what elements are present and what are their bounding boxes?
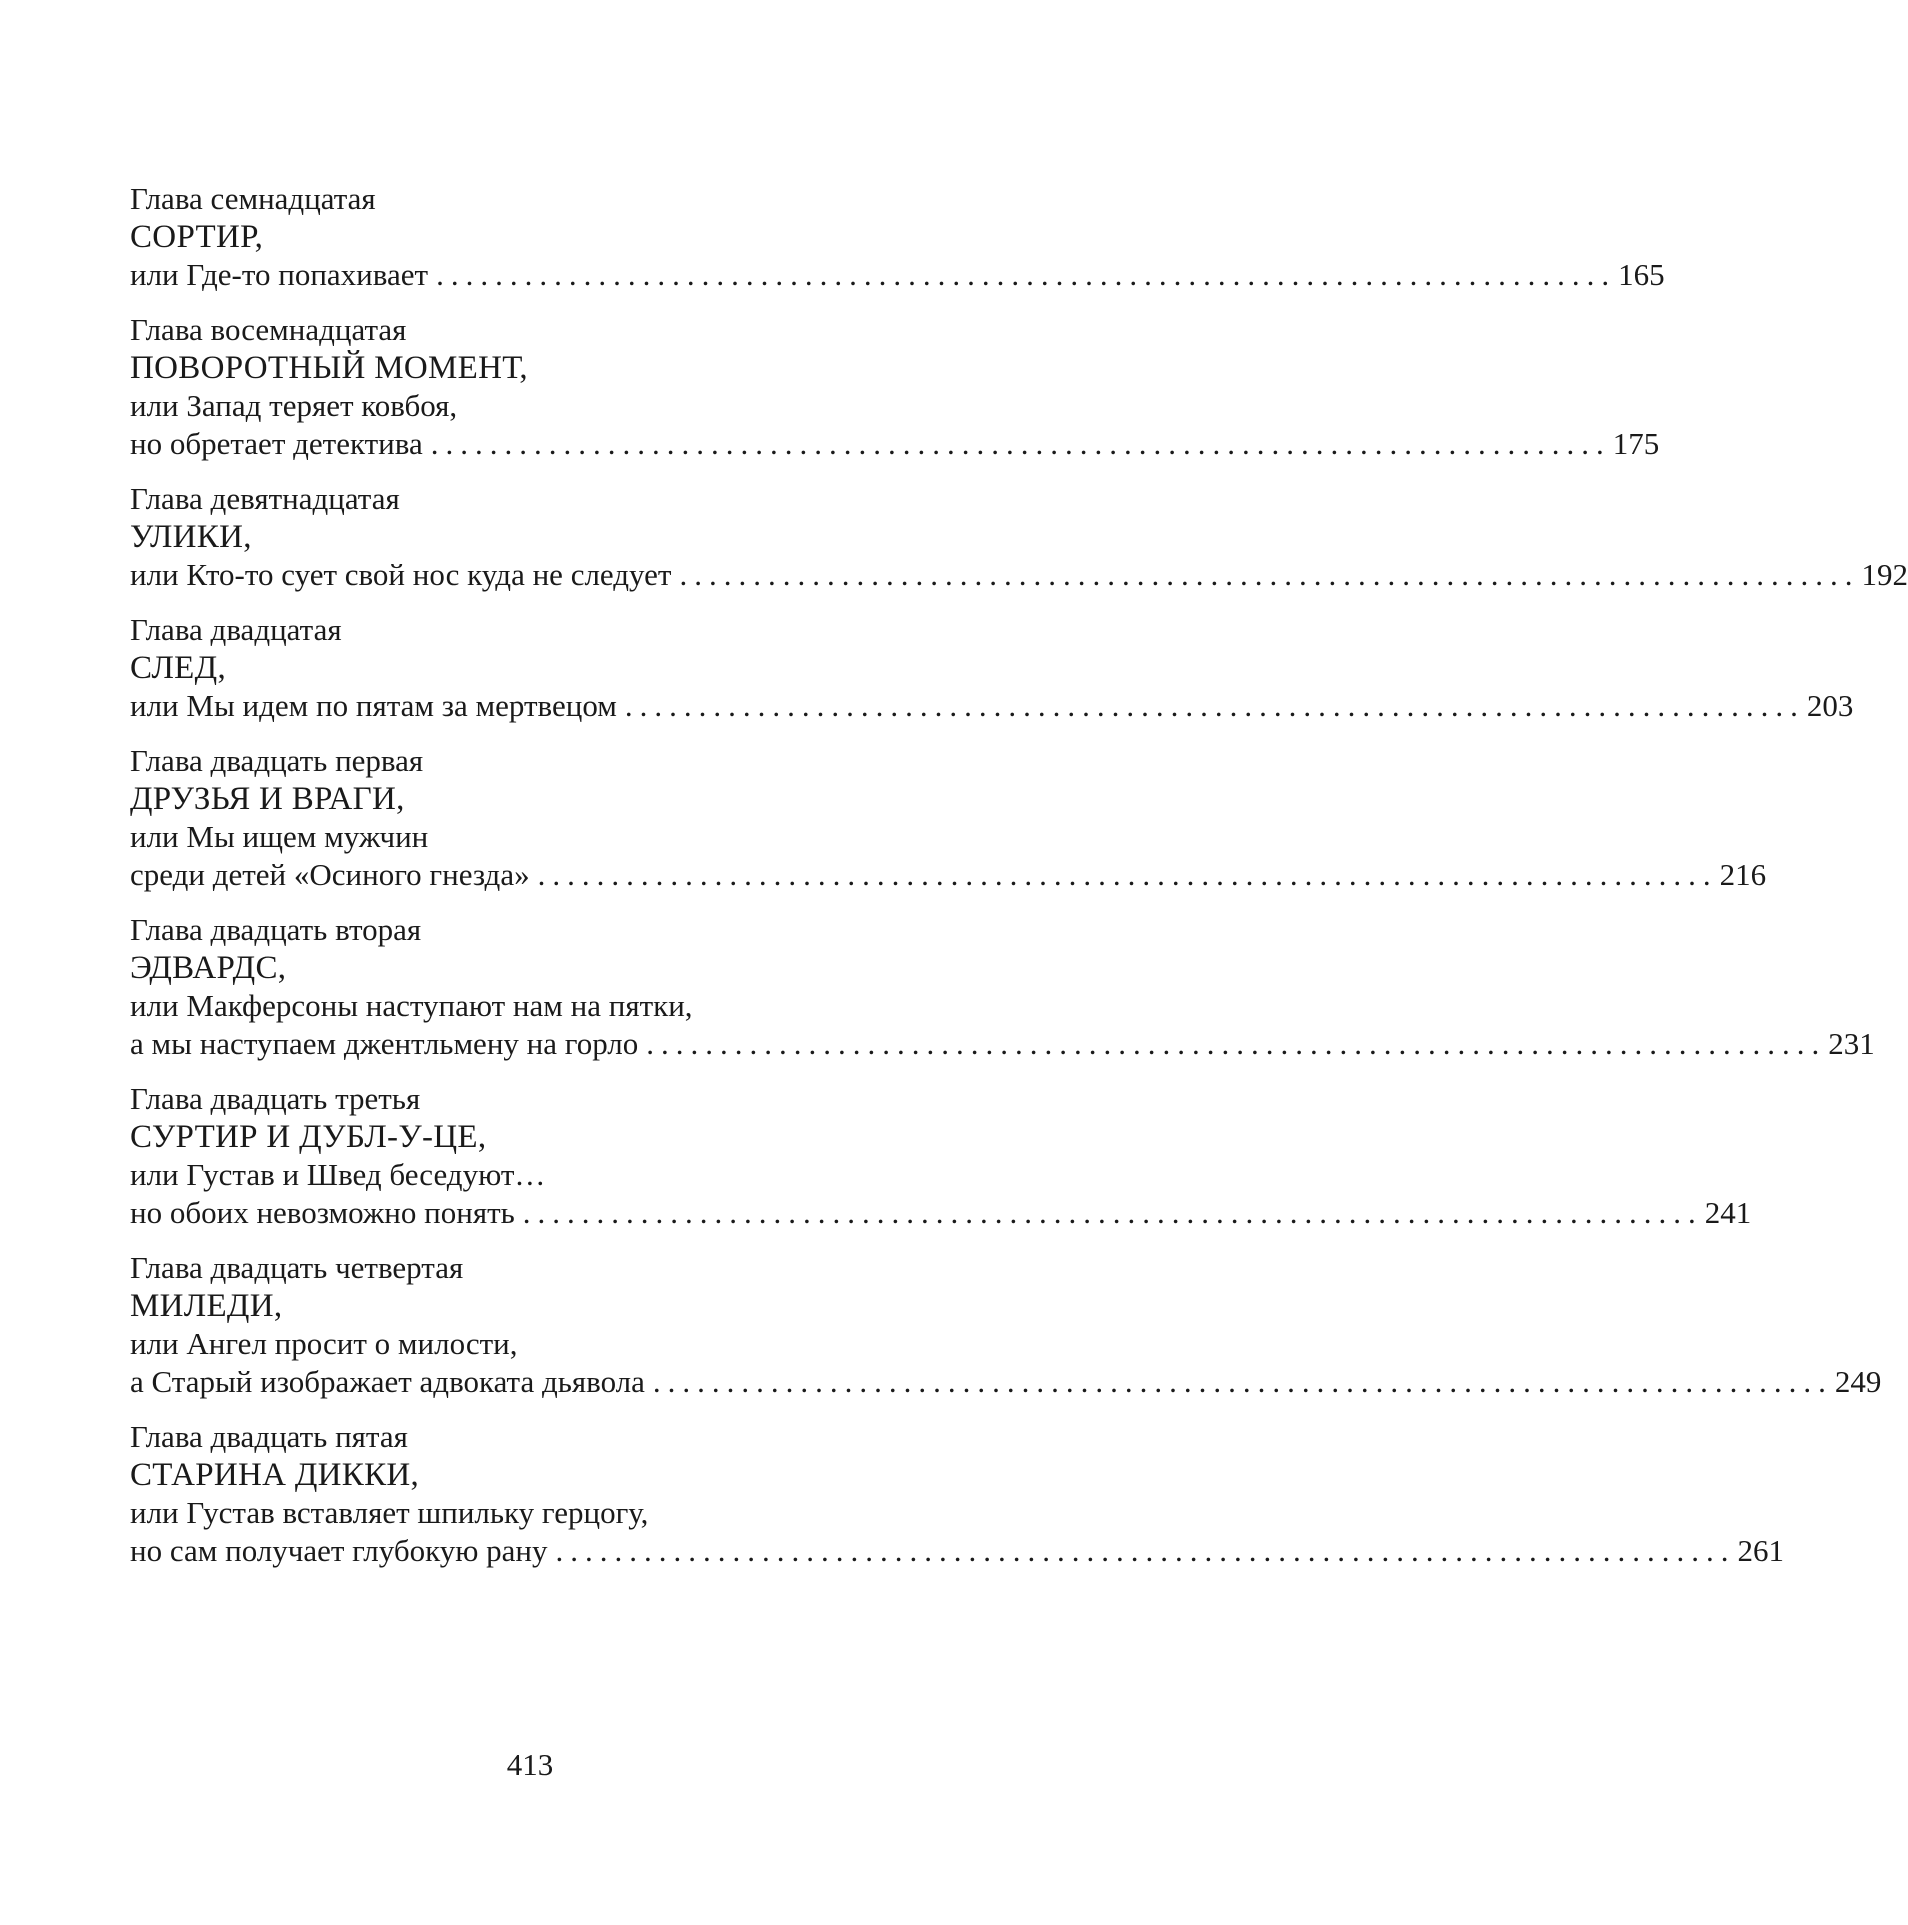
chapter-label: Глава двадцатая [130, 612, 342, 647]
chapter-label: Глава двадцать пятая [130, 1419, 408, 1454]
chapter-subtitle: или Кто-то сует свой нос куда не следует [130, 557, 672, 592]
chapter-title: ПОВОРОТНЫЙ МОМЕНТ, [130, 350, 528, 386]
toc-leader-line [130, 1532, 1785, 1570]
chapter-title: МИЛЕДИ, [130, 1288, 283, 1324]
toc-leader-line [130, 1194, 1752, 1232]
toc-entry [130, 180, 1665, 294]
dot-leader: ................................................................................ [436, 257, 1617, 292]
toc-leader-line [130, 1025, 1875, 1063]
chapter-label: Глава двадцать вторая [130, 912, 422, 947]
chapter-label: Глава семнадцатая [130, 181, 376, 216]
chapter-subtitle: или Густав и Швед беседуют… [130, 1157, 546, 1192]
toc-entry [130, 742, 1767, 894]
toc-leader-line [130, 256, 1665, 294]
page-number: 413 [506, 1747, 554, 1782]
toc-entry [130, 1080, 1752, 1232]
toc-leader-line [130, 425, 1660, 463]
chapter-title: УЛИКИ, [130, 519, 252, 555]
dot-leader: ................................................................................ [652, 1364, 1833, 1399]
chapter-subtitle: или Макферсоны наступают нам на пятки, [130, 988, 693, 1023]
table-of-contents [130, 180, 1908, 1587]
page-reference: 216 [1719, 857, 1767, 892]
chapter-subtitle: или Где-то попахивает [130, 257, 429, 292]
chapter-subtitle: или Ангел просит о милости, [130, 1326, 518, 1361]
toc-entry [130, 311, 1660, 463]
toc-entry [130, 911, 1875, 1063]
page-reference: 175 [1612, 426, 1660, 461]
chapter-title: СУРТИР И ДУБЛ-У-ЦЕ, [130, 1119, 487, 1155]
chapter-label: Глава восемнадцатая [130, 312, 407, 347]
page-reference: 261 [1737, 1533, 1785, 1568]
toc-entry [130, 480, 1908, 594]
chapter-label: Глава двадцать первая [130, 743, 424, 778]
page-reference: 192 [1861, 557, 1908, 592]
page-reference: 249 [1834, 1364, 1882, 1399]
chapter-label: Глава двадцать третья [130, 1081, 421, 1116]
chapter-title: ЭДВАРДС, [130, 950, 287, 986]
dot-leader: ................................................................................ [624, 688, 1805, 723]
chapter-label: Глава двадцать четвертая [130, 1250, 464, 1285]
chapter-subtitle: но сам получает глубокую рану [130, 1533, 548, 1568]
chapter-subtitle: а мы наступаем джентльмену на горло [130, 1026, 639, 1061]
dot-leader: ................................................................................ [555, 1533, 1736, 1568]
chapter-subtitle: или Запад теряет ковбоя, [130, 388, 458, 423]
dot-leader: ................................................................................ [430, 426, 1611, 461]
page-reference: 165 [1618, 257, 1665, 292]
page-reference: 231 [1828, 1026, 1875, 1061]
toc-entry [130, 1249, 1882, 1401]
chapter-label: Глава девятнадцатая [130, 481, 400, 516]
toc-leader-line [130, 1363, 1882, 1401]
chapter-subtitle: или Мы ищем мужчин [130, 819, 429, 854]
toc-entry [130, 611, 1854, 725]
chapter-title: СОРТИР, [130, 219, 264, 255]
toc-leader-line [130, 556, 1908, 594]
toc-leader-line [130, 856, 1767, 894]
chapter-title: ДРУЗЬЯ И ВРАГИ, [130, 781, 405, 817]
page-reference: 241 [1704, 1195, 1752, 1230]
dot-leader: ................................................................................ [522, 1195, 1703, 1230]
toc-leader-line [130, 687, 1854, 725]
dot-leader: ................................................................................ [537, 857, 1718, 892]
dot-leader: ................................................................................ [679, 557, 1860, 592]
chapter-subtitle: а Старый изображает адвоката дьявола [130, 1364, 645, 1399]
chapter-subtitle: или Густав вставляет шпильку герцогу, [130, 1495, 649, 1530]
page-reference: 203 [1806, 688, 1854, 723]
chapter-title: СТАРИНА ДИККИ, [130, 1457, 420, 1493]
dot-leader: ................................................................................ [646, 1026, 1827, 1061]
chapter-title: СЛЕД, [130, 650, 226, 686]
chapter-subtitle: но обретает детектива [130, 426, 423, 461]
chapter-subtitle: но обоих невозможно понять [130, 1195, 515, 1230]
chapter-subtitle: или Мы идем по пятам за мертвецом [130, 688, 617, 723]
toc-entry [130, 1418, 1785, 1570]
chapter-subtitle: среди детей «Осиного гнезда» [130, 857, 530, 892]
